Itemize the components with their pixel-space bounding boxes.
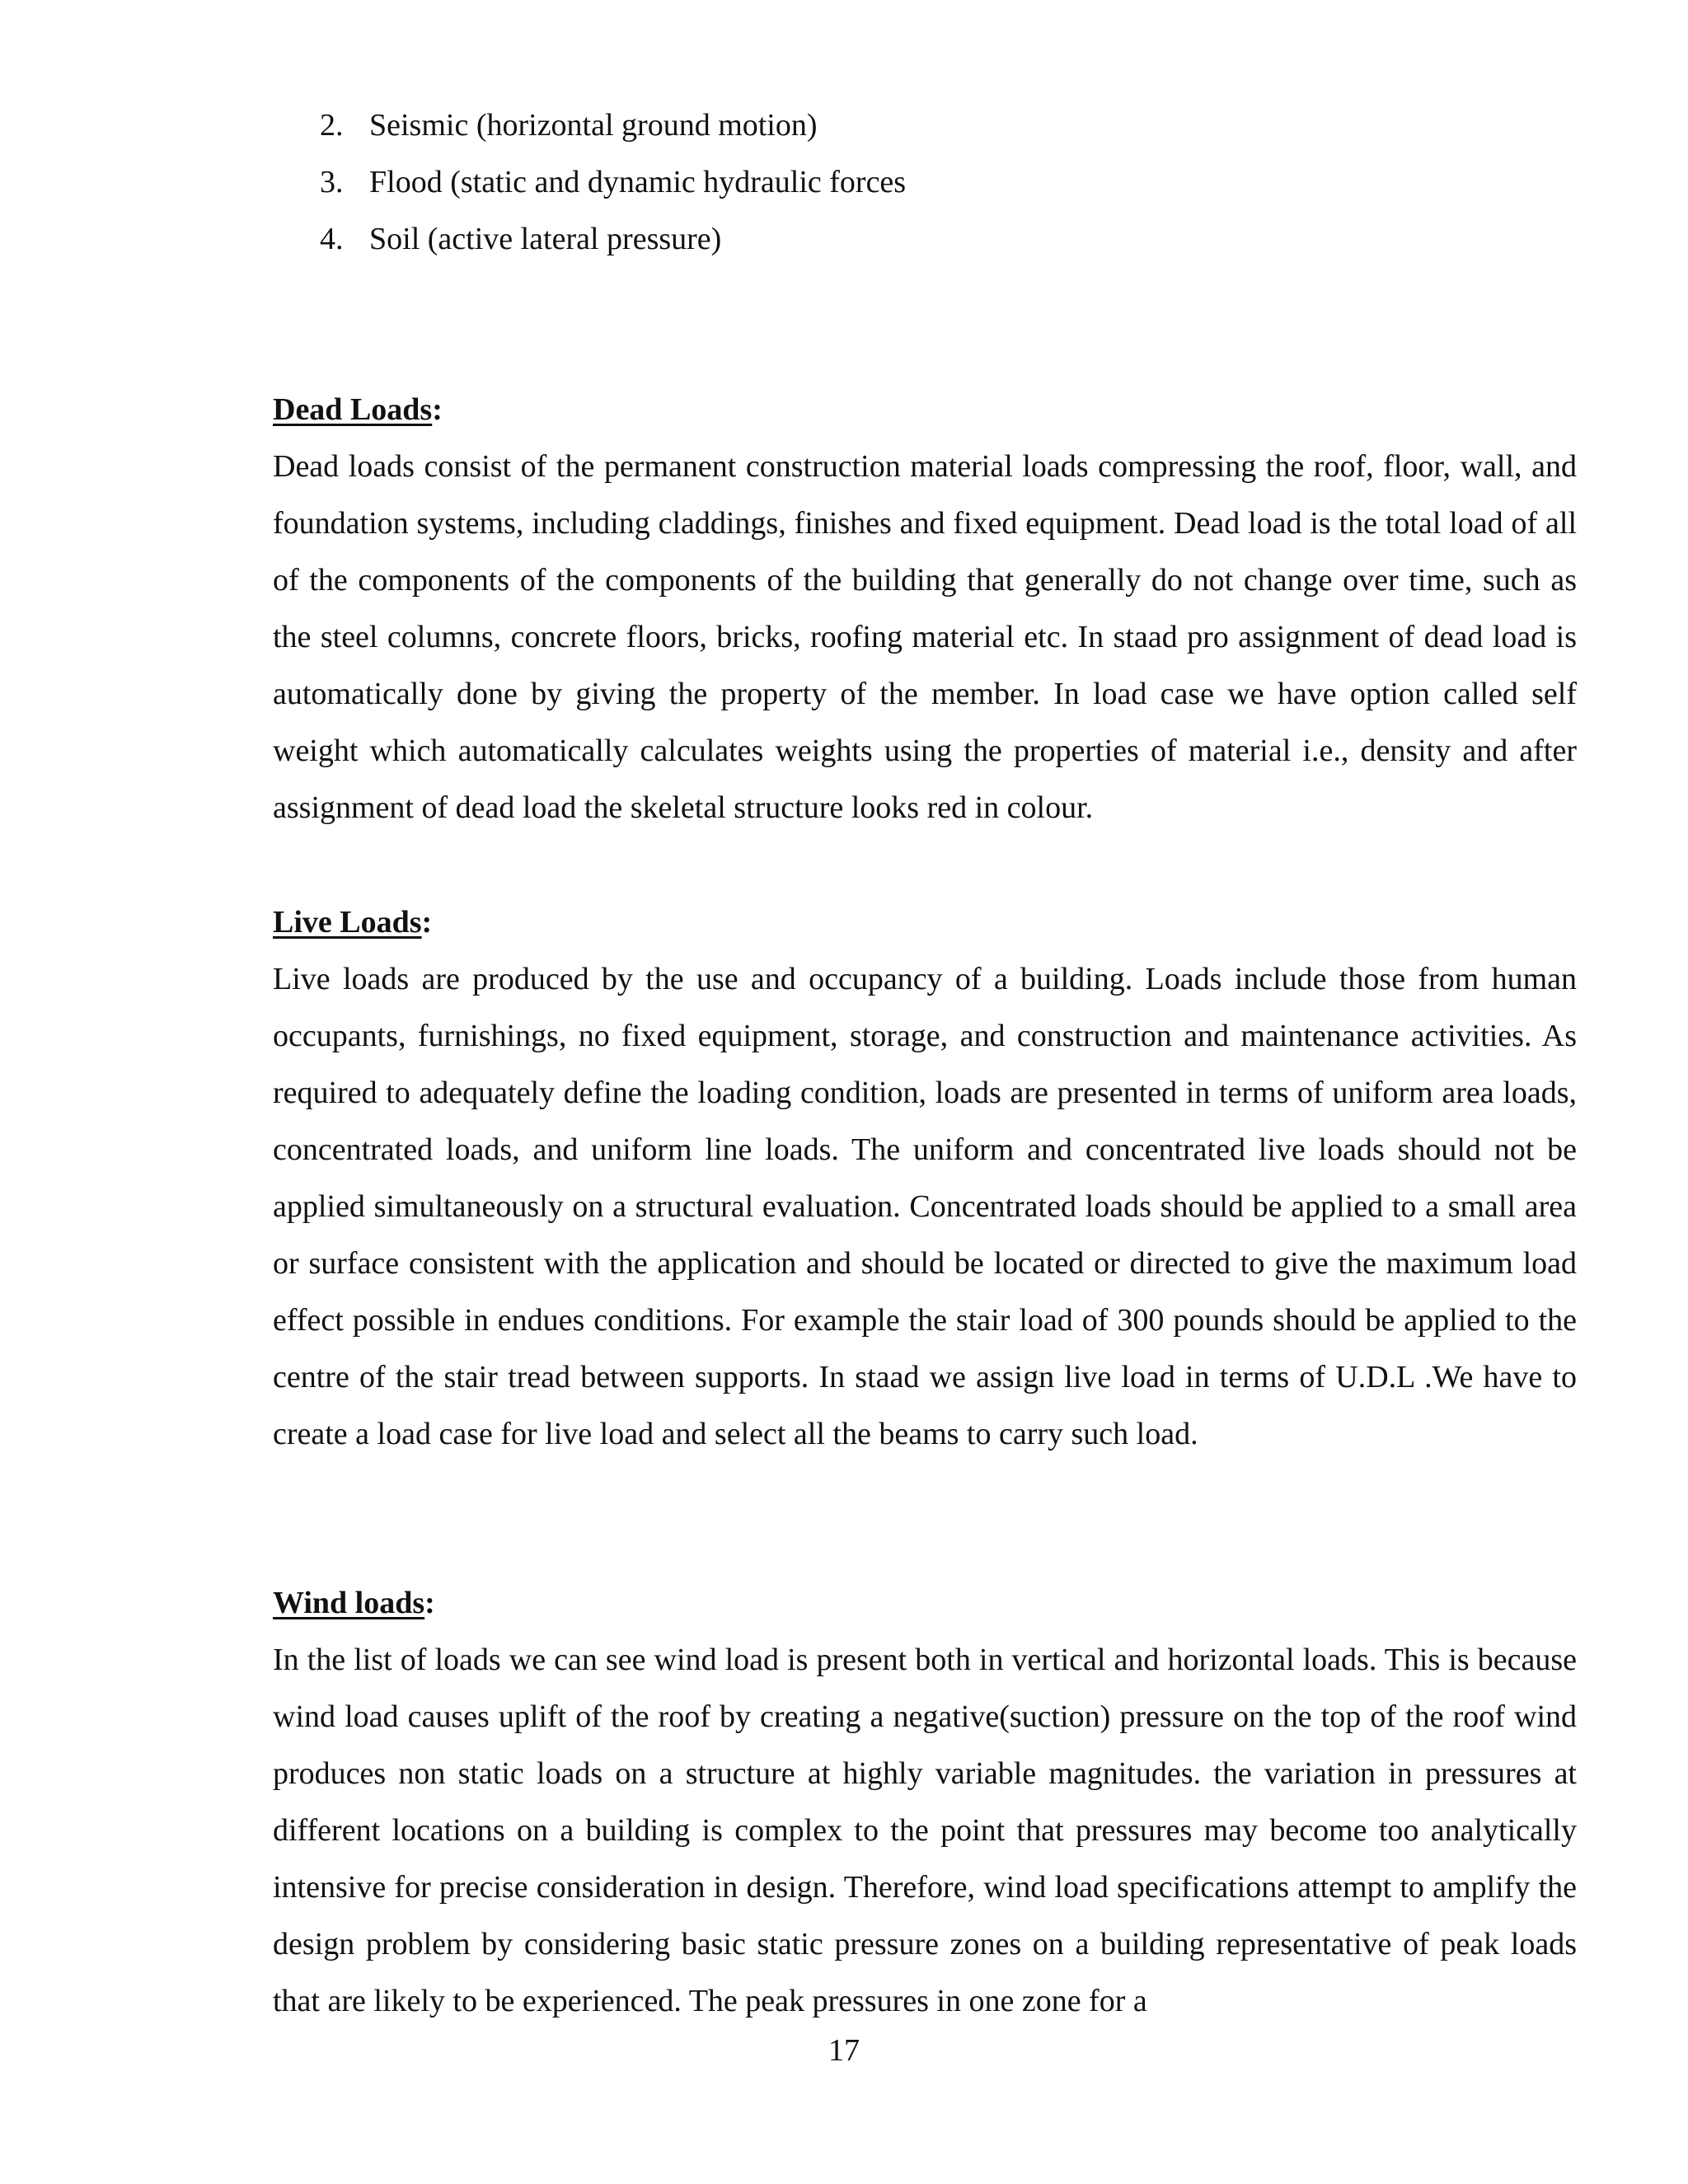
list-item-number: 3. (320, 165, 344, 199)
section-heading-text: Live Loads (273, 905, 422, 940)
list-item-text: Seismic (horizontal ground motion) (369, 108, 818, 143)
section-wind-loads (273, 1575, 1577, 2030)
page-number: 17 (828, 2033, 860, 2068)
list-item (320, 97, 906, 154)
list-item-text: Flood (static and dynamic hydraulic forces (369, 165, 907, 199)
section-body: Live loads are produced by the use and occupancy of a building. Loads include those from human occupants, furnishings, no fixed equipment, storage, and construction and maintenance activities. As required to adequately define the loading condition, loads are presented in terms of uniform area loads, concentrated loads, and uniform line loads. The uniform and concentrated live loads should not be applied simultaneously on a structural evaluation. Concentrated loads should be applied to a small area or surface consistent with the application and should be located or directed to give the maximum load effect possible in endues conditions. For example the stair load of 300 pounds should be applied to the centre of the stair tread between supports. In staad we assign live load in terms of U.D.L .We have to create a load case for live load and select all the beams to carry such load. (273, 962, 1577, 1451)
list-item-number: 2. (320, 108, 344, 143)
section-dead-loads (273, 382, 1577, 837)
section-live-loads (273, 894, 1577, 1463)
section-heading (273, 382, 1577, 438)
section-heading (273, 1575, 1577, 1632)
section-heading-text: Dead Loads (273, 392, 433, 427)
load-type-list (320, 97, 906, 268)
heading-colon: : (432, 392, 443, 427)
section-heading-text: Wind loads (273, 1586, 425, 1620)
list-item-text: Soil (active lateral pressure) (369, 222, 722, 256)
section-body: In the list of loads we can see wind load is present both in vertical and horizontal loads. This is because wind load causes uplift of the roof by creating a negative(suction) pressure on the top of the roof wind produces non static loads on a structure at highly variable magnitudes. the variation in pressures at different locations on a building is complex to the point that pressures may become too analytically intensive for precise consideration in design. Therefore, wind load specifications attempt to amplify the design problem by considering basic static pressure zones on a building representative of peak loads that are likely to be experienced. The peak pressures in one zone for a (273, 1643, 1577, 2018)
list-item-number: 4. (320, 222, 344, 256)
section-body: Dead loads consist of the permanent construction material loads compressing the roof, floor, wall, and foundation systems, including claddings, finishes and fixed equipment. Dead load is the total load of all of the components of the components of the building that generally do not change over time, such as the steel columns, concrete floors, bricks, roofing material etc. In staad pro assignment of dead load is automatically done by giving the property of the member. In load case we have option called self weight which automatically calculates weights using the properties of material i.e., density and after assignment of dead load the skeletal structure looks red in colour. (273, 449, 1577, 825)
heading-colon: : (424, 1586, 435, 1620)
list-item (320, 154, 906, 211)
heading-colon: : (421, 905, 433, 940)
section-heading (273, 894, 1577, 951)
list-item (320, 211, 906, 268)
